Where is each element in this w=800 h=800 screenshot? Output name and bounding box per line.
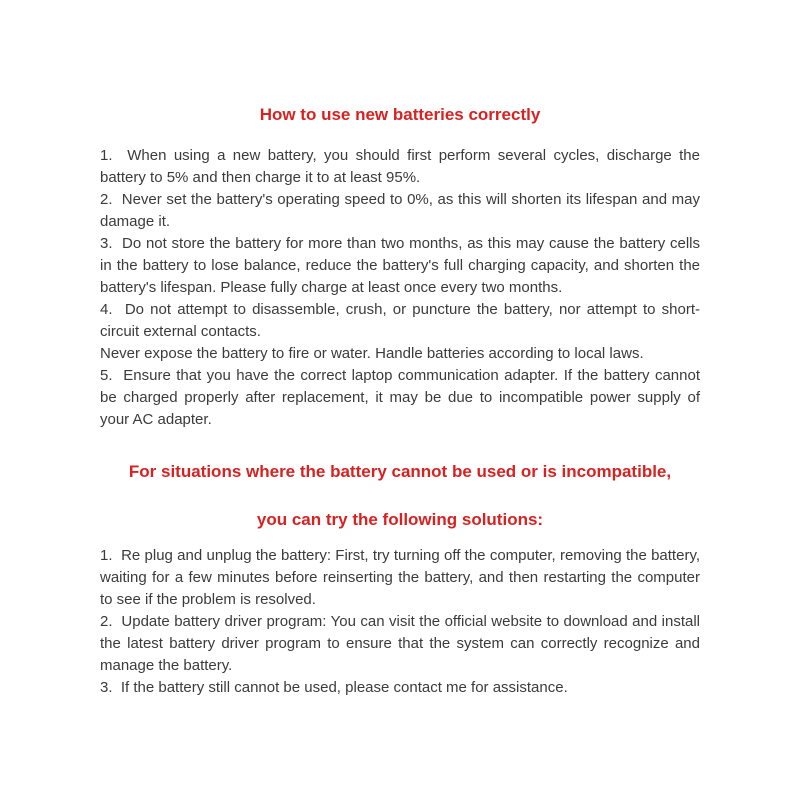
- solution-item-3: 3. If the battery still cannot be used, please contact me for assistance.: [100, 679, 568, 696]
- instruction-item-5: 5. Ensure that you have the correct laptop communication adapter. If the battery cannot be charged properly after replacement, it may be due to incompatible power supply of your AC adapter.: [100, 367, 700, 428]
- section2-title-line1: For situations where the battery cannot be used or is incompatible,: [128, 462, 672, 481]
- solution-item-2: 2. Update battery driver program: You can visit the official website to download and install the latest battery driver program to ensure that the system can correctly recognize and manage the battery.: [100, 613, 700, 674]
- section2-body: [100, 545, 700, 699]
- instruction-item-2: 2. Never set the battery's operating speed to 0%, as this will shorten its lifespan and may damage it.: [100, 191, 700, 230]
- document-page: [100, 0, 700, 699]
- solution-item-1: 1. Re plug and unplug the battery: First, try turning off the computer, removing the battery, waiting for a few minutes before reinserting the battery, and then restarting the computer to see if the problem is resolved.: [100, 547, 700, 608]
- instruction-item-4b: Never expose the battery to fire or water. Handle batteries according to local laws.: [100, 345, 644, 362]
- instruction-item-1: 1. When using a new battery, you should first perform several cycles, discharge the battery to 5% and then charge it to at least 95%.: [100, 147, 700, 186]
- instruction-item-3: 3. Do not store the battery for more than two months, as this may cause the battery cells in the battery to lose balance, reduce the battery's full charging capacity, and shorten the battery's lifespan. Please fully charge at least once every two months.: [100, 235, 700, 296]
- section2-title-line2: you can try the following solutions:: [256, 510, 544, 529]
- instruction-item-4: 4. Do not attempt to disassemble, crush, or puncture the battery, nor attempt to short-circuit external contacts.: [100, 301, 700, 340]
- section1-body: [100, 145, 700, 431]
- section1-title: How to use new batteries correctly: [259, 105, 541, 124]
